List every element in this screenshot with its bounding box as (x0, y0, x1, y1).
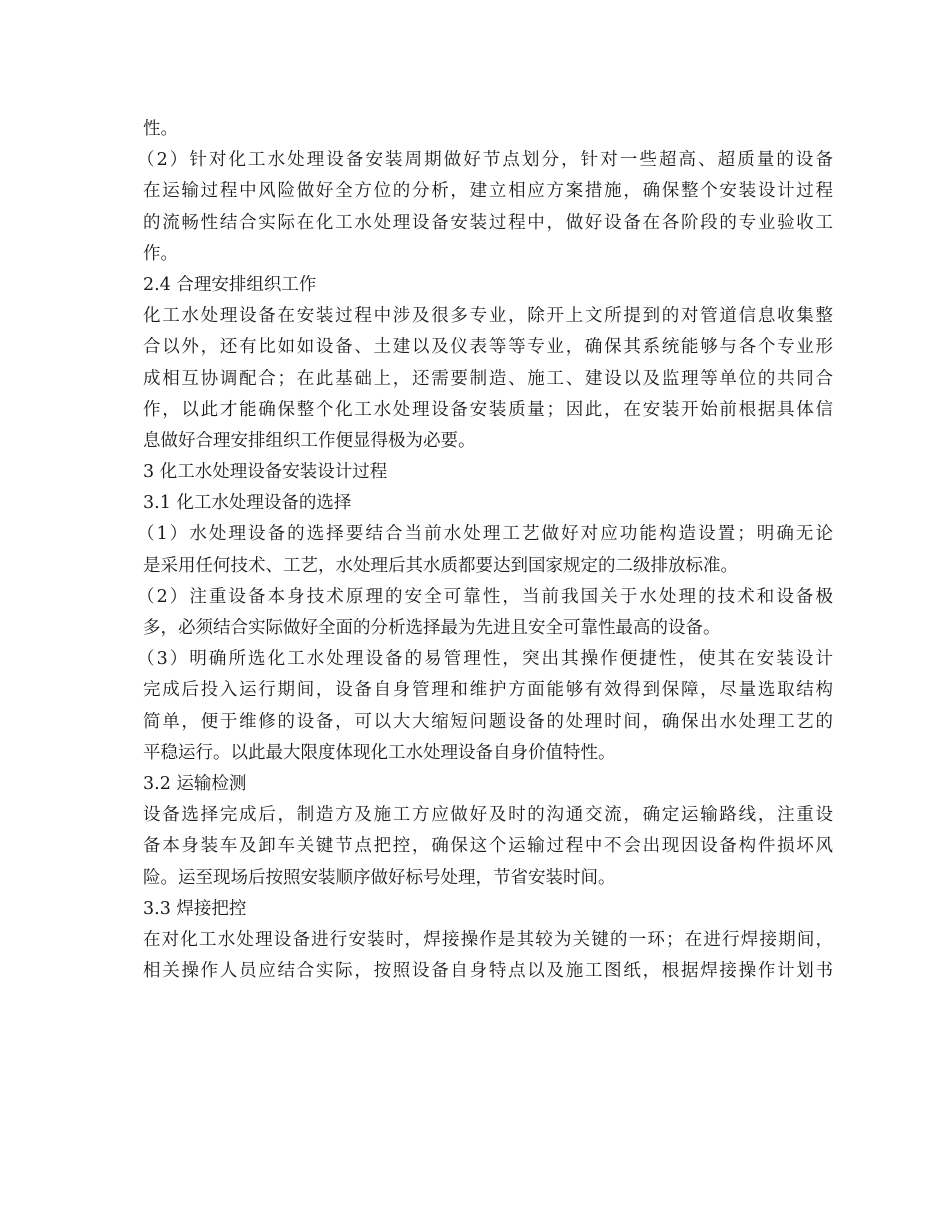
body-line: 相关操作人员应结合实际，按照设备自身特点以及施工图纸，根据焊接操作计划书 (143, 961, 833, 982)
paragraph-end-line: 多，必须结合实际做好全面的分析选择最为先进且安全可靠性最高的设备。 (143, 618, 721, 638)
list-item-line: （2）注重设备本身技术原理的安全可靠性，当前我国关于水处理的技术和设备极 (137, 586, 833, 607)
list-item-line: （2）针对化工水处理设备安装周期做好节点划分，针对一些超高、超质量的设备 (137, 150, 833, 171)
body-line: 的流畅性结合实际在化工水处理设备安装过程中，做好设备在各阶段的专业验收工 (143, 212, 833, 233)
body-line: 在运输过程中风险做好全方位的分析，建立相应方案措施，确保整个安装设计过程 (143, 181, 833, 202)
paragraph-end-line: 是采用任何技术、工艺，水处理后其水质都要达到国家规定的二级排放标准。 (143, 555, 738, 576)
section-heading-3: 3 化工水处理设备安装设计过程 (143, 462, 388, 483)
body-line: 备本身装车及卸车关键节点把控，确保这个运输过程中不会出现因设备构件损坏风 (143, 836, 833, 857)
list-item-line: （1）水处理设备的选择要结合当前水处理工艺做好对应功能构造设置；明确无论 (137, 524, 833, 545)
paragraph-end-line: 性。 (143, 119, 178, 139)
section-heading-3-1: 3.1 化工水处理设备的选择 (143, 493, 352, 514)
list-item-line: （3）明确所选化工水处理设备的易管理性，突出其操作便捷性，使其在安装设计 (137, 649, 833, 670)
section-heading-3-3: 3.3 焊接把控 (143, 898, 247, 919)
paragraph-end-line: 平稳运行。以此最大限度体现化工水处理设备自身价值特性。 (143, 742, 616, 763)
body-line: 合以外，还有比如如设备、土建以及仪表等等专业，确保其系统能够与各个专业形 (143, 337, 833, 358)
body-line: 成相互协调配合；在此基础上，还需要制造、施工、建设以及监理等单位的共同合 (143, 368, 833, 389)
body-line: 化工水处理设备在安装过程中涉及很多专业，除开上文所提到的对管道信息收集整 (143, 306, 833, 327)
body-line: 简单，便于维修的设备，可以大大缩短问题设备的处理时间，确保出水处理工艺的 (143, 711, 833, 732)
section-heading-3-2: 3.2 运输检测 (143, 773, 247, 794)
body-line: 在对化工水处理设备进行安装时，焊接操作是其较为关键的一环；在进行焊接期间， (143, 929, 833, 950)
paragraph-end-line: 作。 (143, 243, 178, 264)
body-line: 作，以此才能确保整个化工水处理设备安装质量；因此，在安装开始前根据具体信 (143, 399, 833, 420)
document-body (137, 114, 833, 987)
body-line: 设备选择完成后，制造方及施工方应做好及时的沟通交流，确定运输路线，注重设 (143, 805, 833, 826)
paragraph-end-line: 险。运至现场后按照安装顺序做好标号处理，节省安装时间。 (143, 867, 616, 888)
body-line: 完成后投入运行期间，设备自身管理和维护方面能够有效得到保障，尽量选取结构 (143, 680, 833, 701)
paragraph-end-line: 息做好合理安排组织工作便显得极为必要。 (143, 430, 476, 451)
section-heading-2-4: 2.4 合理安排组织工作 (143, 274, 317, 295)
